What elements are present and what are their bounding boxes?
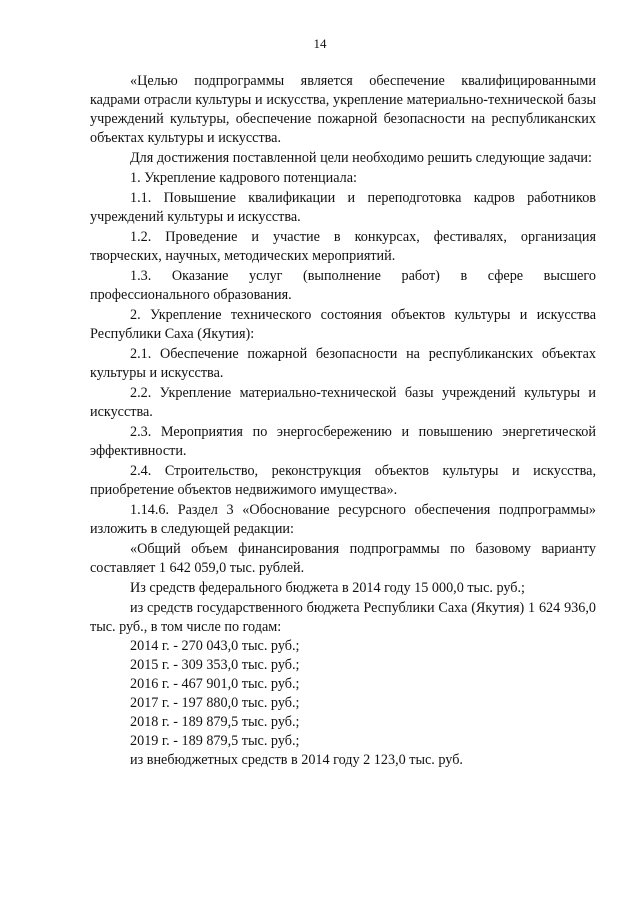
paragraph-task-1: 1. Укрепление кадрового потенциала: (130, 170, 357, 186)
funding-year-2016: 2016 г. - 467 901,0 тыс. руб.; (130, 676, 300, 692)
funding-year-2018: 2018 г. - 189 879,5 тыс. руб.; (130, 714, 300, 730)
paragraph-task-1-2: 1.2. Проведение и участие в конкурсах, фестивалях, организация творческих, научных, методических мероприятий. (90, 229, 596, 264)
paragraph-federal-budget: Из средств федерального бюджета в 2014 году 15 000,0 тыс. руб.; (130, 580, 526, 596)
paragraph-extrabudgetary: из внебюджетных средств в 2014 году 2 123,0 тыс. руб. (130, 752, 463, 768)
paragraph-task-1-3: 1.3. Оказание услуг (выполнение работ) в сфере высшего профессионального образования. (90, 268, 596, 303)
paragraph-task-2-1: 2.1. Обеспечение пожарной безопасности на республиканских объектах культуры и искусства. (90, 346, 596, 381)
paragraph-task-2-4: 2.4. Строительство, реконструкция объектов культуры и искусства, приобретение объектов недвижимого имущества». (90, 463, 596, 498)
paragraph-section-3-heading: 1.14.6. Раздел 3 «Обоснование ресурсного обеспечения подпрограммы» изложить в следующей редакции: (90, 502, 596, 537)
paragraph-task-2: 2. Укрепление технического состояния объектов культуры и искусства Республики Саха (Якутия): (90, 307, 596, 342)
paragraph-task-2-2: 2.2. Укрепление материально-технической базы учреждений культуры и искусства. (90, 385, 596, 420)
paragraph-tasks-intro: Для достижения поставленной цели необходимо решить следующие задачи: (130, 150, 592, 166)
paragraph-task-2-3: 2.3. Мероприятия по энергосбережению и повышению энергетической эффективности. (90, 424, 596, 459)
document-body (90, 72, 596, 770)
paragraph-total-funding: «Общий объем финансирования подпрограммы по базовому варианту составляет 1 642 059,0 тыс. рублей. (90, 541, 596, 576)
paragraph-task-1-1: 1.1. Повышение квалификации и переподготовка кадров работников учреждений культуры и искусства. (90, 190, 596, 225)
funding-year-2017: 2017 г. - 197 880,0 тыс. руб.; (130, 695, 300, 711)
paragraph-subprogram-goal: «Целью подпрограммы является обеспечение квалифицированными кадрами отрасли культуры и искусства, укрепление материально-технической базы учреждений культуры, обеспечение пожарной безопасности на республиканских объектах культуры и искусства. (90, 73, 596, 146)
funding-year-2019: 2019 г. - 189 879,5 тыс. руб.; (130, 733, 300, 749)
paragraph-state-budget: из средств государственного бюджета Республики Саха (Якутия) 1 624 936,0 тыс. руб., в том числе по годам: (90, 600, 596, 635)
funding-year-2015: 2015 г. - 309 353,0 тыс. руб.; (130, 657, 300, 673)
page-number: 14 (313, 36, 327, 51)
funding-year-2014: 2014 г. - 270 043,0 тыс. руб.; (130, 638, 300, 654)
